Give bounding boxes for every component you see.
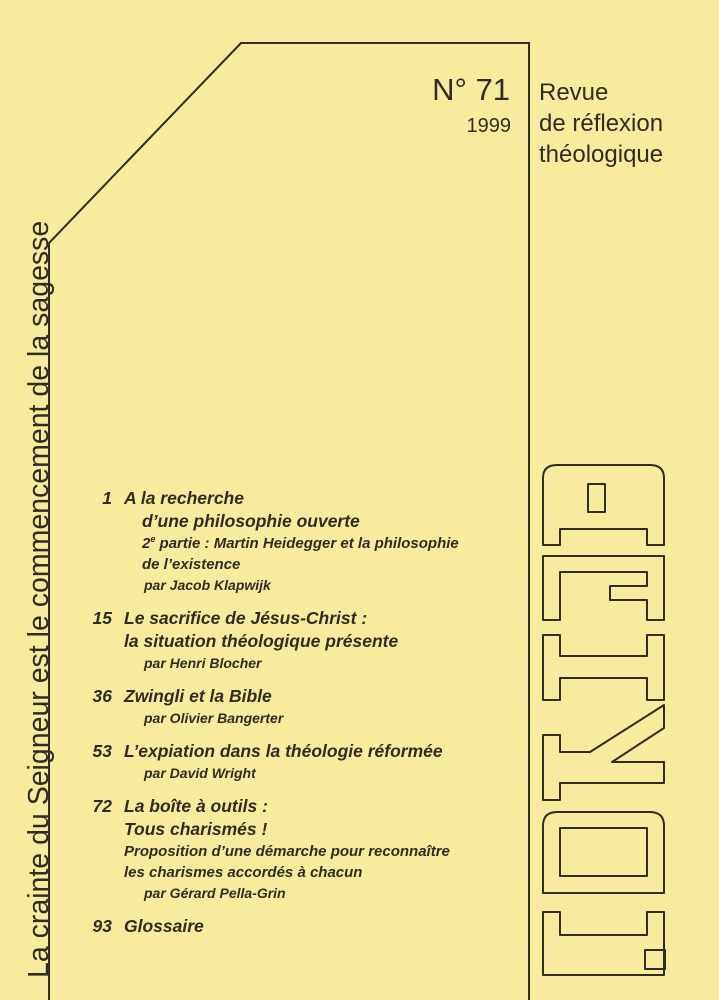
toc-title-line: Zwingli et la Bible [124, 686, 272, 706]
part-number: 2 [142, 535, 151, 552]
toc-title-line: L’expiation dans la théologie réformée [124, 741, 443, 761]
part-rest: partie : Martin Heidegger et la philosophie [155, 535, 459, 552]
subtitle-line: Revue [539, 79, 609, 106]
toc-entry [70, 915, 532, 938]
toc-entry [70, 487, 532, 595]
subtitle-line: théologique [539, 141, 664, 168]
table-of-contents [70, 487, 532, 950]
toc-subtitle-line: les charismes accordés à chacun [124, 864, 363, 881]
toc-title-line: la situation théologique présente [124, 631, 399, 651]
toc-subtitle-line: Proposition d’une démarche pour reconnaître [124, 843, 450, 860]
logo-letter-a [588, 484, 605, 512]
toc-title-line: Glossaire [124, 916, 204, 936]
logo-letter-m [543, 556, 664, 620]
toc-author: par Gérard Pella-Grin [144, 885, 286, 901]
motto-vertical: La crainte du Seigneur est le commencement de la sagesse [23, 220, 55, 978]
part-ordinal: e [150, 534, 156, 544]
logo-letter-h [543, 635, 664, 700]
toc-entry [70, 685, 532, 728]
toc-title-line: Tous charismés ! [124, 819, 268, 839]
toc-entry [70, 607, 532, 673]
toc-entry [70, 740, 532, 783]
toc-author: par Olivier Bangerter [144, 710, 284, 726]
toc-author: par David Wright [144, 765, 256, 781]
toc-title-line: A la recherche [124, 488, 244, 508]
toc-page-number: 93 [92, 916, 112, 936]
logo-letter-k [543, 705, 664, 800]
toc-page-number: 15 [92, 608, 112, 628]
toc-page-number: 36 [92, 686, 112, 706]
toc-title-line: La boîte à outils : [124, 796, 268, 816]
toc-page-number: 1 [102, 488, 112, 508]
toc-title-line: d’une philosophie ouverte [142, 511, 360, 531]
subtitle-line: de réflexion [539, 110, 664, 137]
toc-title-line: Le sacrifice de Jésus-Christ : [124, 608, 368, 628]
issue-number: N° 71 [432, 72, 510, 107]
logo-letter-h [645, 950, 665, 969]
logo-letter-a [543, 465, 664, 545]
issue-year: 1999 [466, 115, 511, 137]
toc-author: par Henri Blocher [144, 655, 262, 671]
toc-author: par Jacob Klapwijk [144, 577, 271, 593]
toc-entry [70, 795, 532, 903]
toc-page-number: 72 [92, 796, 112, 816]
toc-page-number: 53 [92, 741, 112, 761]
logo-letter-o [560, 828, 647, 876]
logo-letter-o [543, 812, 664, 893]
toc-part-line-2: de l’existence [142, 556, 241, 573]
toc-part-line [124, 533, 532, 554]
